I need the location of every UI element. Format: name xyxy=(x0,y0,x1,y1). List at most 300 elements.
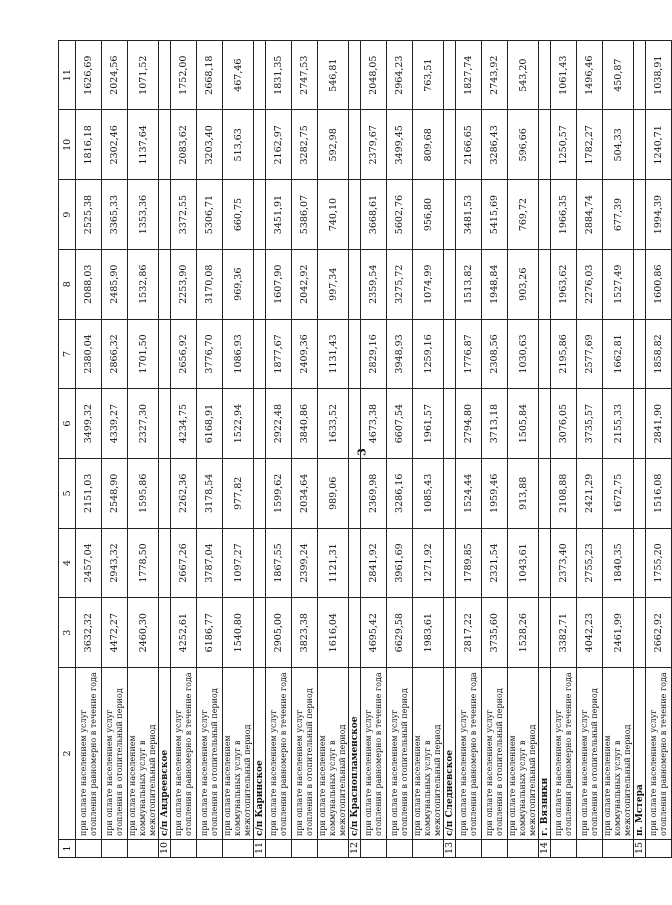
value-cell: 2166,65 xyxy=(456,110,482,180)
row-index-cell xyxy=(197,840,223,858)
table-row xyxy=(223,40,254,857)
row-description: при оплате населением услуг отопления равномерно в течение года xyxy=(646,668,672,840)
value-cell: 2024,56 xyxy=(102,40,128,110)
value-cell: 1353,36 xyxy=(128,180,159,250)
value-cell: 1789,85 xyxy=(456,528,482,598)
empty-cell xyxy=(444,389,456,459)
empty-cell xyxy=(349,598,361,668)
value-cell: 2262,36 xyxy=(171,458,197,528)
empty-cell xyxy=(159,458,171,528)
group-row xyxy=(159,40,171,857)
empty-cell xyxy=(159,180,171,250)
column-header-8: 8 xyxy=(59,249,76,319)
empty-cell xyxy=(349,40,361,110)
row-description: при оплате населением коммунальных услуг в межотопительный период xyxy=(128,668,159,840)
row-index-cell xyxy=(551,840,577,858)
empty-cell xyxy=(159,40,171,110)
value-cell: 3282,75 xyxy=(292,110,318,180)
value-cell: 5602,76 xyxy=(387,180,413,250)
row-description: при оплате населением коммунальных услуг в межотопительный период xyxy=(508,668,539,840)
value-cell: 3451,91 xyxy=(266,180,292,250)
row-index-cell xyxy=(508,840,539,858)
value-cell: 3668,61 xyxy=(361,180,387,250)
row-index-cell xyxy=(76,840,102,858)
value-cell: 1259,16 xyxy=(413,319,444,389)
value-cell: 2884,74 xyxy=(577,180,603,250)
empty-cell xyxy=(634,110,646,180)
value-cell: 2302,46 xyxy=(102,110,128,180)
value-cell: 2321,54 xyxy=(482,528,508,598)
empty-cell xyxy=(634,180,646,250)
empty-cell xyxy=(444,249,456,319)
empty-cell xyxy=(444,180,456,250)
header-row xyxy=(59,40,76,857)
row-index-cell xyxy=(361,840,387,858)
value-cell: 1595,86 xyxy=(128,458,159,528)
row-index-cell xyxy=(223,840,254,858)
value-cell: 2656,92 xyxy=(171,319,197,389)
empty-cell xyxy=(159,528,171,598)
row-index-cell xyxy=(456,840,482,858)
value-cell: 1776,87 xyxy=(456,319,482,389)
value-cell: 4234,75 xyxy=(171,389,197,459)
value-cell: 3170,08 xyxy=(197,249,223,319)
row-description: при оплате населением услуг отопления равномерно в течение года xyxy=(171,668,197,840)
value-cell: 1030,63 xyxy=(508,319,539,389)
empty-cell xyxy=(539,389,551,459)
table-row xyxy=(76,40,102,857)
value-cell: 2042,92 xyxy=(292,249,318,319)
empty-cell xyxy=(349,249,361,319)
value-cell: 5415,69 xyxy=(482,180,508,250)
value-cell: 596,66 xyxy=(508,110,539,180)
value-cell: 997,34 xyxy=(318,249,349,319)
column-header-7: 7 xyxy=(59,319,76,389)
group-index: 13 xyxy=(444,840,456,858)
empty-cell xyxy=(349,458,361,528)
value-cell: 2905,00 xyxy=(266,598,292,668)
table-row xyxy=(413,40,444,857)
empty-cell xyxy=(254,528,266,598)
row-description: при оплате населением услуг отопления равномерно в течение года xyxy=(266,668,292,840)
row-index-cell xyxy=(603,840,634,858)
value-cell: 467,46 xyxy=(223,40,254,110)
value-cell: 2662,92 xyxy=(646,598,672,668)
value-cell: 3499,32 xyxy=(76,389,102,459)
value-cell: 1097,27 xyxy=(223,528,254,598)
value-cell: 3787,04 xyxy=(197,528,223,598)
row-description: при оплате населением услуг отопления в отопительный период xyxy=(102,668,128,840)
value-cell: 1513,82 xyxy=(456,249,482,319)
empty-cell xyxy=(444,319,456,389)
value-cell: 546,81 xyxy=(318,40,349,110)
value-cell: 2380,04 xyxy=(76,319,102,389)
value-cell: 2399,24 xyxy=(292,528,318,598)
value-cell: 2794,80 xyxy=(456,389,482,459)
value-cell: 1994,39 xyxy=(646,180,672,250)
value-cell: 2829,16 xyxy=(361,319,387,389)
value-cell: 3735,57 xyxy=(577,389,603,459)
value-cell: 2943,32 xyxy=(102,528,128,598)
value-cell: 4339,27 xyxy=(102,389,128,459)
row-description: при оплате населением услуг отопления в отопительный период xyxy=(577,668,603,840)
table-row xyxy=(171,40,197,857)
column-header-11: 11 xyxy=(59,40,76,110)
value-cell: 1626,69 xyxy=(76,40,102,110)
group-name: с/п Краснопламенское xyxy=(349,668,361,840)
value-cell: 2577,69 xyxy=(577,319,603,389)
value-cell: 6607,54 xyxy=(387,389,413,459)
value-cell: 2151,03 xyxy=(76,458,102,528)
empty-cell xyxy=(254,180,266,250)
value-cell: 2162,97 xyxy=(266,110,292,180)
value-cell: 1137,64 xyxy=(128,110,159,180)
value-cell: 513,63 xyxy=(223,110,254,180)
value-cell: 1633,52 xyxy=(318,389,349,459)
value-cell: 1858,82 xyxy=(646,319,672,389)
value-cell: 1948,84 xyxy=(482,249,508,319)
value-cell: 4673,38 xyxy=(361,389,387,459)
value-cell: 2373,40 xyxy=(551,528,577,598)
value-cell: 2964,23 xyxy=(387,40,413,110)
value-cell: 2359,54 xyxy=(361,249,387,319)
value-cell: 3286,43 xyxy=(482,110,508,180)
value-cell: 2841,90 xyxy=(646,389,672,459)
value-cell: 2034,64 xyxy=(292,458,318,528)
value-cell: 3735,60 xyxy=(482,598,508,668)
table-row xyxy=(646,40,672,857)
value-cell: 1516,08 xyxy=(646,458,672,528)
empty-cell xyxy=(444,528,456,598)
value-cell: 2525,38 xyxy=(76,180,102,250)
empty-cell xyxy=(254,458,266,528)
row-description: при оплате населением услуг отопления в отопительный период xyxy=(387,668,413,840)
empty-cell xyxy=(634,40,646,110)
row-index-cell xyxy=(413,840,444,858)
column-header-5: 5 xyxy=(59,458,76,528)
value-cell: 1616,04 xyxy=(318,598,349,668)
value-cell: 1755,20 xyxy=(646,528,672,598)
value-cell: 6629,58 xyxy=(387,598,413,668)
value-cell: 677,39 xyxy=(603,180,634,250)
value-cell: 3713,18 xyxy=(482,389,508,459)
value-cell: 2276,03 xyxy=(577,249,603,319)
row-description: при оплате населением коммунальных услуг в межотопительный период xyxy=(413,668,444,840)
group-row xyxy=(444,40,456,857)
row-index-cell xyxy=(577,840,603,858)
value-cell: 1867,55 xyxy=(266,528,292,598)
row-index-cell xyxy=(266,840,292,858)
value-cell: 3776,70 xyxy=(197,319,223,389)
table-row xyxy=(128,40,159,857)
empty-cell xyxy=(634,528,646,598)
group-row xyxy=(349,40,361,857)
value-cell: 1778,50 xyxy=(128,528,159,598)
empty-cell xyxy=(634,249,646,319)
table-row xyxy=(508,40,539,857)
column-header-9: 9 xyxy=(59,180,76,250)
group-name: п. Мстера xyxy=(634,668,646,840)
value-cell: 5306,71 xyxy=(197,180,223,250)
value-cell: 2457,04 xyxy=(76,528,102,598)
value-cell: 2841,92 xyxy=(361,528,387,598)
value-cell: 2743,92 xyxy=(482,40,508,110)
empty-cell xyxy=(159,389,171,459)
value-cell: 1086,93 xyxy=(223,319,254,389)
empty-cell xyxy=(254,389,266,459)
empty-cell xyxy=(444,598,456,668)
row-description: при оплате населением коммунальных услуг в межотопительный период xyxy=(318,668,349,840)
value-cell: 3840,86 xyxy=(292,389,318,459)
value-cell: 2668,18 xyxy=(197,40,223,110)
empty-cell xyxy=(539,110,551,180)
value-cell: 1827,74 xyxy=(456,40,482,110)
value-cell: 592,98 xyxy=(318,110,349,180)
value-cell: 2421,29 xyxy=(577,458,603,528)
table-frame xyxy=(58,40,668,858)
value-cell: 1600,86 xyxy=(646,249,672,319)
empty-cell xyxy=(444,110,456,180)
value-cell: 1532,86 xyxy=(128,249,159,319)
value-cell: 2667,26 xyxy=(171,528,197,598)
table-body xyxy=(76,40,672,857)
value-cell: 660,75 xyxy=(223,180,254,250)
value-cell: 3823,38 xyxy=(292,598,318,668)
value-cell: 2461,99 xyxy=(603,598,634,668)
table-row xyxy=(551,40,577,857)
value-cell: 1782,27 xyxy=(577,110,603,180)
table-row xyxy=(102,40,128,857)
table-row xyxy=(361,40,387,857)
row-index-cell xyxy=(318,840,349,858)
value-cell: 1085,43 xyxy=(413,458,444,528)
group-index: 14 xyxy=(539,840,551,858)
value-cell: 969,36 xyxy=(223,249,254,319)
table-row xyxy=(577,40,603,857)
value-cell: 903,26 xyxy=(508,249,539,319)
empty-cell xyxy=(634,319,646,389)
column-header-3: 3 xyxy=(59,598,76,668)
group-index: 11 xyxy=(254,840,266,858)
empty-cell xyxy=(254,40,266,110)
empty-cell xyxy=(444,40,456,110)
value-cell: 2409,36 xyxy=(292,319,318,389)
value-cell: 4042,23 xyxy=(577,598,603,668)
group-index: 12 xyxy=(349,840,361,858)
value-cell: 977,82 xyxy=(223,458,254,528)
page-number: 3 xyxy=(355,448,369,456)
value-cell: 2155,33 xyxy=(603,389,634,459)
column-header-2: 2 xyxy=(59,668,76,840)
row-index-cell xyxy=(387,840,413,858)
group-name: с/п Каринское xyxy=(254,668,266,840)
value-cell: 763,51 xyxy=(413,40,444,110)
value-cell: 1599,62 xyxy=(266,458,292,528)
value-cell: 2747,53 xyxy=(292,40,318,110)
empty-cell xyxy=(539,40,551,110)
column-header-4: 4 xyxy=(59,528,76,598)
column-header-6: 6 xyxy=(59,389,76,459)
value-cell: 1121,31 xyxy=(318,528,349,598)
empty-cell xyxy=(634,458,646,528)
value-cell: 2083,62 xyxy=(171,110,197,180)
value-cell: 2460,30 xyxy=(128,598,159,668)
row-description: при оплате населением коммунальных услуг в межотопительный период xyxy=(603,668,634,840)
row-description: при оплате населением коммунальных услуг в межотопительный период xyxy=(223,668,254,840)
value-cell: 3365,33 xyxy=(102,180,128,250)
value-cell: 1250,57 xyxy=(551,110,577,180)
empty-cell xyxy=(349,110,361,180)
value-cell: 1527,49 xyxy=(603,249,634,319)
value-cell: 809,68 xyxy=(413,110,444,180)
table-row xyxy=(318,40,349,857)
value-cell: 3961,69 xyxy=(387,528,413,598)
tariff-table xyxy=(58,40,672,858)
row-index-cell xyxy=(646,840,672,858)
value-cell: 4252,61 xyxy=(171,598,197,668)
value-cell: 3499,45 xyxy=(387,110,413,180)
value-cell: 1831,35 xyxy=(266,40,292,110)
row-description: при оплате населением услуг отопления равномерно в течение года xyxy=(456,668,482,840)
value-cell: 989,06 xyxy=(318,458,349,528)
value-cell: 1607,90 xyxy=(266,249,292,319)
value-cell: 3203,40 xyxy=(197,110,223,180)
value-cell: 2253,90 xyxy=(171,249,197,319)
value-cell: 1528,26 xyxy=(508,598,539,668)
value-cell: 740,10 xyxy=(318,180,349,250)
empty-cell xyxy=(159,110,171,180)
value-cell: 1524,44 xyxy=(456,458,482,528)
value-cell: 769,72 xyxy=(508,180,539,250)
value-cell: 3178,54 xyxy=(197,458,223,528)
value-cell: 913,88 xyxy=(508,458,539,528)
value-cell: 2308,56 xyxy=(482,319,508,389)
value-cell: 1496,46 xyxy=(577,40,603,110)
empty-cell xyxy=(349,528,361,598)
value-cell: 6186,77 xyxy=(197,598,223,668)
value-cell: 1522,94 xyxy=(223,389,254,459)
value-cell: 1701,50 xyxy=(128,319,159,389)
empty-cell xyxy=(254,598,266,668)
value-cell: 2327,30 xyxy=(128,389,159,459)
table-row xyxy=(603,40,634,857)
row-index-cell xyxy=(171,840,197,858)
value-cell: 2485,90 xyxy=(102,249,128,319)
value-cell: 1043,61 xyxy=(508,528,539,598)
value-cell: 1966,35 xyxy=(551,180,577,250)
row-index-cell xyxy=(482,840,508,858)
empty-cell xyxy=(254,110,266,180)
value-cell: 4695,42 xyxy=(361,598,387,668)
group-name: г. Вязники xyxy=(539,668,551,840)
value-cell: 3275,72 xyxy=(387,249,413,319)
value-cell: 1271,92 xyxy=(413,528,444,598)
value-cell: 2108,88 xyxy=(551,458,577,528)
table-row xyxy=(266,40,292,857)
empty-cell xyxy=(539,180,551,250)
value-cell: 2866,32 xyxy=(102,319,128,389)
value-cell: 5386,07 xyxy=(292,180,318,250)
value-cell: 1672,75 xyxy=(603,458,634,528)
value-cell: 2048,05 xyxy=(361,40,387,110)
value-cell: 1816,18 xyxy=(76,110,102,180)
row-description: при оплате населением услуг отопления в отопительный период xyxy=(482,668,508,840)
value-cell: 3632,32 xyxy=(76,598,102,668)
table-row xyxy=(197,40,223,857)
value-cell: 3382,71 xyxy=(551,598,577,668)
empty-cell xyxy=(634,389,646,459)
empty-cell xyxy=(539,598,551,668)
value-cell: 1074,99 xyxy=(413,249,444,319)
group-name: с/п Следневское xyxy=(444,668,456,840)
value-cell: 956,80 xyxy=(413,180,444,250)
value-cell: 1540,80 xyxy=(223,598,254,668)
rotated-table-wrapper xyxy=(58,40,668,858)
empty-cell xyxy=(159,598,171,668)
value-cell: 6168,91 xyxy=(197,389,223,459)
column-header-1: 1 xyxy=(59,840,76,858)
group-row xyxy=(539,40,551,857)
row-description: при оплате населением услуг отопления равномерно в течение года xyxy=(551,668,577,840)
value-cell: 1961,57 xyxy=(413,389,444,459)
empty-cell xyxy=(444,458,456,528)
value-cell: 1877,67 xyxy=(266,319,292,389)
row-index-cell xyxy=(128,840,159,858)
group-row xyxy=(254,40,266,857)
empty-cell xyxy=(634,598,646,668)
value-cell: 1240,71 xyxy=(646,110,672,180)
row-description: при оплате населением услуг отопления равномерно в течение года xyxy=(361,668,387,840)
value-cell: 1505,84 xyxy=(508,389,539,459)
row-index-cell xyxy=(292,840,318,858)
value-cell: 2195,86 xyxy=(551,319,577,389)
empty-cell xyxy=(539,458,551,528)
value-cell: 1038,91 xyxy=(646,40,672,110)
value-cell: 3481,53 xyxy=(456,180,482,250)
value-cell: 2755,23 xyxy=(577,528,603,598)
value-cell: 2379,67 xyxy=(361,110,387,180)
group-name: с/п Андреевское xyxy=(159,668,171,840)
table-row xyxy=(482,40,508,857)
value-cell: 3372,55 xyxy=(171,180,197,250)
value-cell: 1963,62 xyxy=(551,249,577,319)
value-cell: 2817,22 xyxy=(456,598,482,668)
value-cell: 1662,81 xyxy=(603,319,634,389)
empty-cell xyxy=(159,319,171,389)
row-description: при оплате населением услуг отопления равномерно в течение года xyxy=(76,668,102,840)
table-row xyxy=(456,40,482,857)
empty-cell xyxy=(254,249,266,319)
value-cell: 1983,61 xyxy=(413,598,444,668)
row-description: при оплате населением услуг отопления в отопительный период xyxy=(197,668,223,840)
value-cell: 3948,93 xyxy=(387,319,413,389)
group-index: 15 xyxy=(634,840,646,858)
empty-cell xyxy=(349,319,361,389)
table-row xyxy=(387,40,413,857)
column-header-10: 10 xyxy=(59,110,76,180)
empty-cell xyxy=(539,249,551,319)
value-cell: 543,20 xyxy=(508,40,539,110)
value-cell: 2369,98 xyxy=(361,458,387,528)
empty-cell xyxy=(349,180,361,250)
value-cell: 1840,35 xyxy=(603,528,634,598)
group-index: 10 xyxy=(159,840,171,858)
value-cell: 504,33 xyxy=(603,110,634,180)
value-cell: 3076,05 xyxy=(551,389,577,459)
empty-cell xyxy=(539,528,551,598)
value-cell: 450,87 xyxy=(603,40,634,110)
value-cell: 1959,46 xyxy=(482,458,508,528)
